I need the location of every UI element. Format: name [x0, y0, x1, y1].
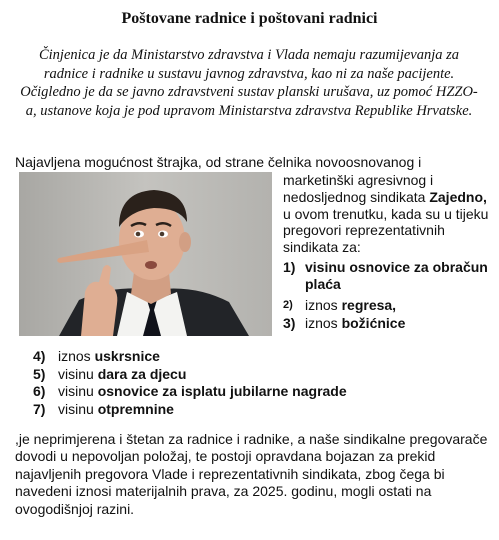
- list-item: [33, 401, 473, 419]
- item-number: 4): [33, 348, 46, 364]
- item-text: visinu: [58, 365, 98, 382]
- item-text: iznos: [58, 348, 95, 364]
- item-text-bold: božićnice: [341, 315, 406, 332]
- item-text: visinu: [58, 383, 98, 400]
- item-text: iznos: [305, 296, 342, 313]
- intro-paragraph: Činjenica je da Ministarstvo zdravstva i Vlada nemaju razumijevanja za radnice i radnike u sustavu javnog zdravstva, kao ni za naše pacijente. Očigledno je da se javno zdravstveni sustav planski urušava, uz pomoć HZZO-a, ustanove koja je pod upravom Ministarstva zdravstva Republike Hrvatske.: [20, 47, 478, 119]
- item-text-bold: uskrsnice: [94, 348, 160, 364]
- demands-list-top: [283, 259, 493, 332]
- item-number: 7): [33, 400, 46, 417]
- item-text-bold: osnovice za isplatu jubilarne nagrade: [97, 383, 347, 400]
- union-description-part1: marketinški agresivnog i nedosljednog sindikata: [283, 172, 434, 205]
- list-item: [33, 366, 473, 384]
- closing-paragraph: ,je neprimjerena i štetan za radnice i radnike, a naše sindikalne pregovarače dovodi u nepovoljan položaj, te postoji opravdana bojazan za prekid najavljenih pregovora Vlade i reprezentativnih sindikata, zbog čega bi navedeni iznosi materijalnih prava, za 2025. godinu, mogli ostati na ovogodišnjoj razini.: [15, 431, 488, 517]
- list-item: [283, 297, 493, 314]
- list-item: [33, 348, 473, 366]
- item-text-bold: dara za djecu: [97, 365, 187, 382]
- item-text-bold: regresa,: [341, 296, 397, 313]
- union-name: Zajedno,: [429, 188, 487, 205]
- item-text-bold: otpremnine: [97, 400, 174, 417]
- item-text: visinu osnovice za obračun plaća: [305, 258, 488, 292]
- item-number: 5): [33, 365, 46, 382]
- item-number: 1): [283, 258, 296, 275]
- item-text: visinu: [58, 400, 98, 417]
- item-text: iznos: [305, 315, 342, 332]
- item-number: 6): [33, 383, 46, 400]
- union-description: [283, 172, 493, 256]
- union-description-part2: u ovom trenutku, kada su u tijeku pregovori reprezentativnih sindikata za:: [283, 205, 489, 256]
- list-item: [283, 315, 493, 332]
- demands-list-bottom: [33, 348, 473, 418]
- man-with-long-nose-photo: [19, 172, 272, 336]
- item-number: 2): [283, 298, 293, 311]
- list-item: [283, 259, 493, 293]
- item-number: 3): [283, 315, 296, 332]
- letter-title: Poštovane radnice i poštovani radnici: [121, 10, 378, 27]
- lead-sentence: Najavljena mogućnost štrajka, od strane čelnika novoosnovanog i: [15, 154, 422, 170]
- list-item: [33, 383, 473, 401]
- right-column: [283, 172, 493, 332]
- photo-illustration: [19, 172, 272, 336]
